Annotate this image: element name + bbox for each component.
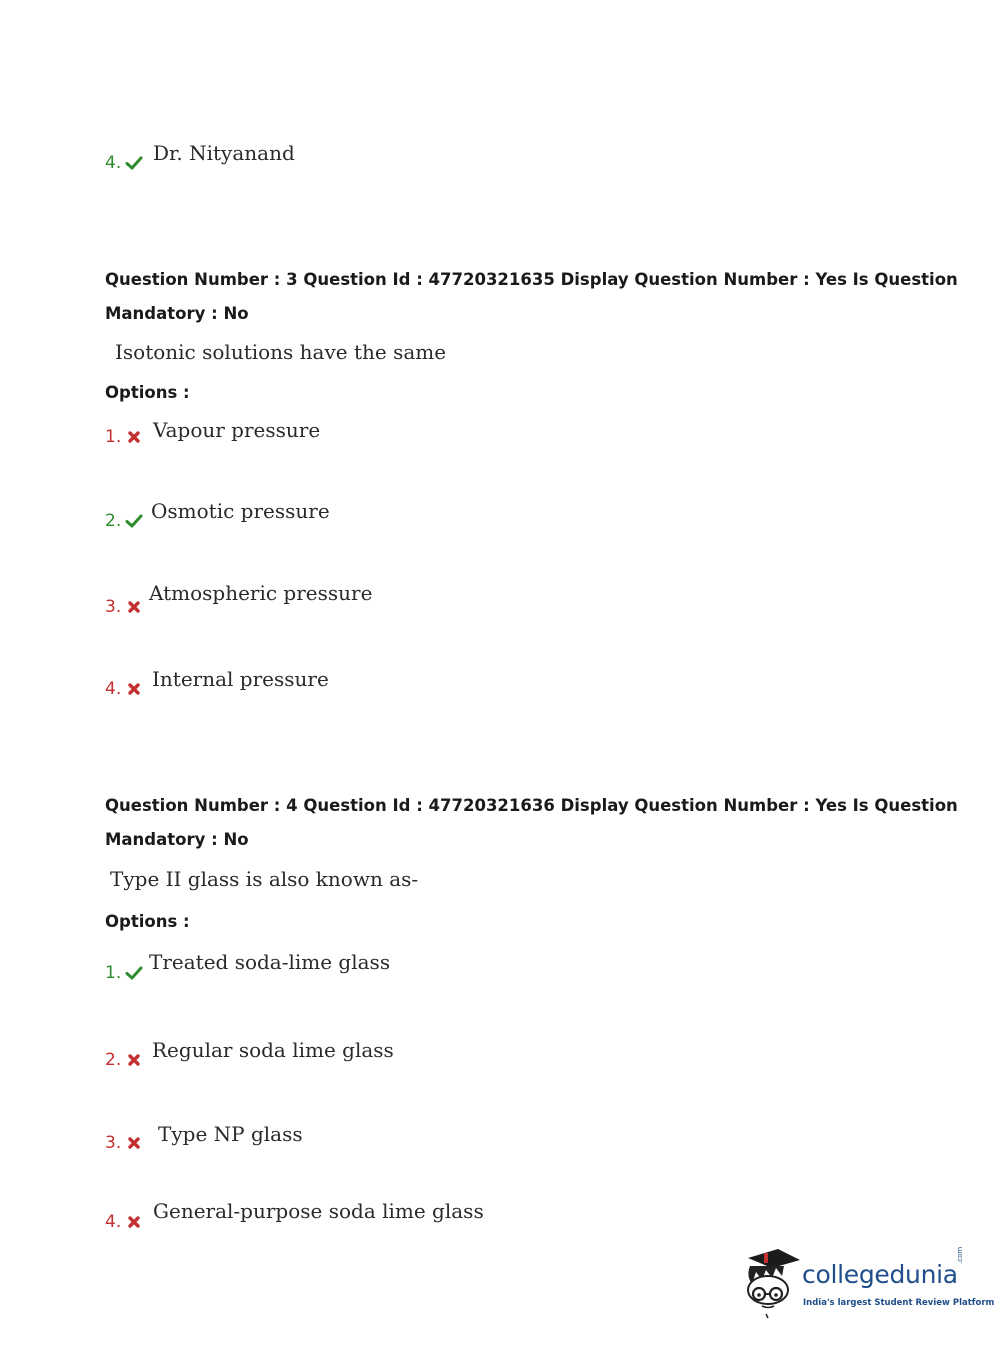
option-text: Regular soda lime glass: [152, 1038, 394, 1062]
option-row: [105, 963, 143, 983]
collegedunia-logo: [742, 1246, 995, 1320]
logo-tagline: India's largest Student Review Platform: [803, 1298, 995, 1308]
option-row: [105, 153, 143, 173]
cross-icon: [125, 428, 143, 446]
option-number: 3.: [105, 597, 122, 617]
option-text: Internal pressure: [152, 667, 329, 691]
option-row: [105, 679, 143, 699]
cross-icon: [125, 1051, 143, 1069]
option-number: 1.: [105, 963, 122, 983]
option-row: [105, 597, 143, 617]
options-label: Options :: [105, 383, 190, 402]
check-icon: [125, 154, 143, 172]
option-number: 4.: [105, 679, 122, 699]
logo-wordmark: collegedunia: [802, 1260, 958, 1289]
options-label: Options :: [105, 912, 190, 931]
mascot-icon: [742, 1246, 802, 1320]
option-text: Atmospheric pressure: [149, 581, 373, 605]
option-number: 2.: [105, 511, 122, 531]
option-text: Osmotic pressure: [151, 499, 330, 523]
cross-icon: [125, 1213, 143, 1231]
option-text: Type NP glass: [158, 1122, 303, 1146]
option-number: 1.: [105, 427, 122, 447]
cross-icon: [125, 1134, 143, 1152]
cross-icon: [125, 680, 143, 698]
question-text: Isotonic solutions have the same: [115, 340, 447, 364]
option-number: 4.: [105, 1212, 122, 1232]
check-icon: [125, 512, 143, 530]
question-header: Question Number : 3 Question Id : 47720321635 Display Question Number : Yes Is Question: [105, 270, 958, 289]
check-icon: [125, 964, 143, 982]
question-header-mandatory: Mandatory : No: [105, 304, 249, 323]
option-text: Vapour pressure: [153, 418, 321, 442]
question-header: Question Number : 4 Question Id : 47720321636 Display Question Number : Yes Is Question: [105, 796, 958, 815]
option-row: [105, 1050, 143, 1070]
option-text: Dr. Nityanand: [153, 141, 295, 165]
option-row: [105, 1212, 143, 1232]
option-text: Treated soda-lime glass: [149, 950, 391, 974]
option-row: [105, 427, 143, 447]
question-text: Type II glass is also known as-: [110, 867, 419, 891]
logo-suffix: .com: [956, 1246, 964, 1264]
option-row: [105, 1133, 143, 1153]
cross-icon: [125, 598, 143, 616]
option-number: 2.: [105, 1050, 122, 1070]
option-number: 4.: [105, 153, 122, 173]
option-number: 3.: [105, 1133, 122, 1153]
question-header-mandatory: Mandatory : No: [105, 830, 249, 849]
option-text: General-purpose soda lime glass: [153, 1199, 484, 1223]
option-row: [105, 511, 143, 531]
